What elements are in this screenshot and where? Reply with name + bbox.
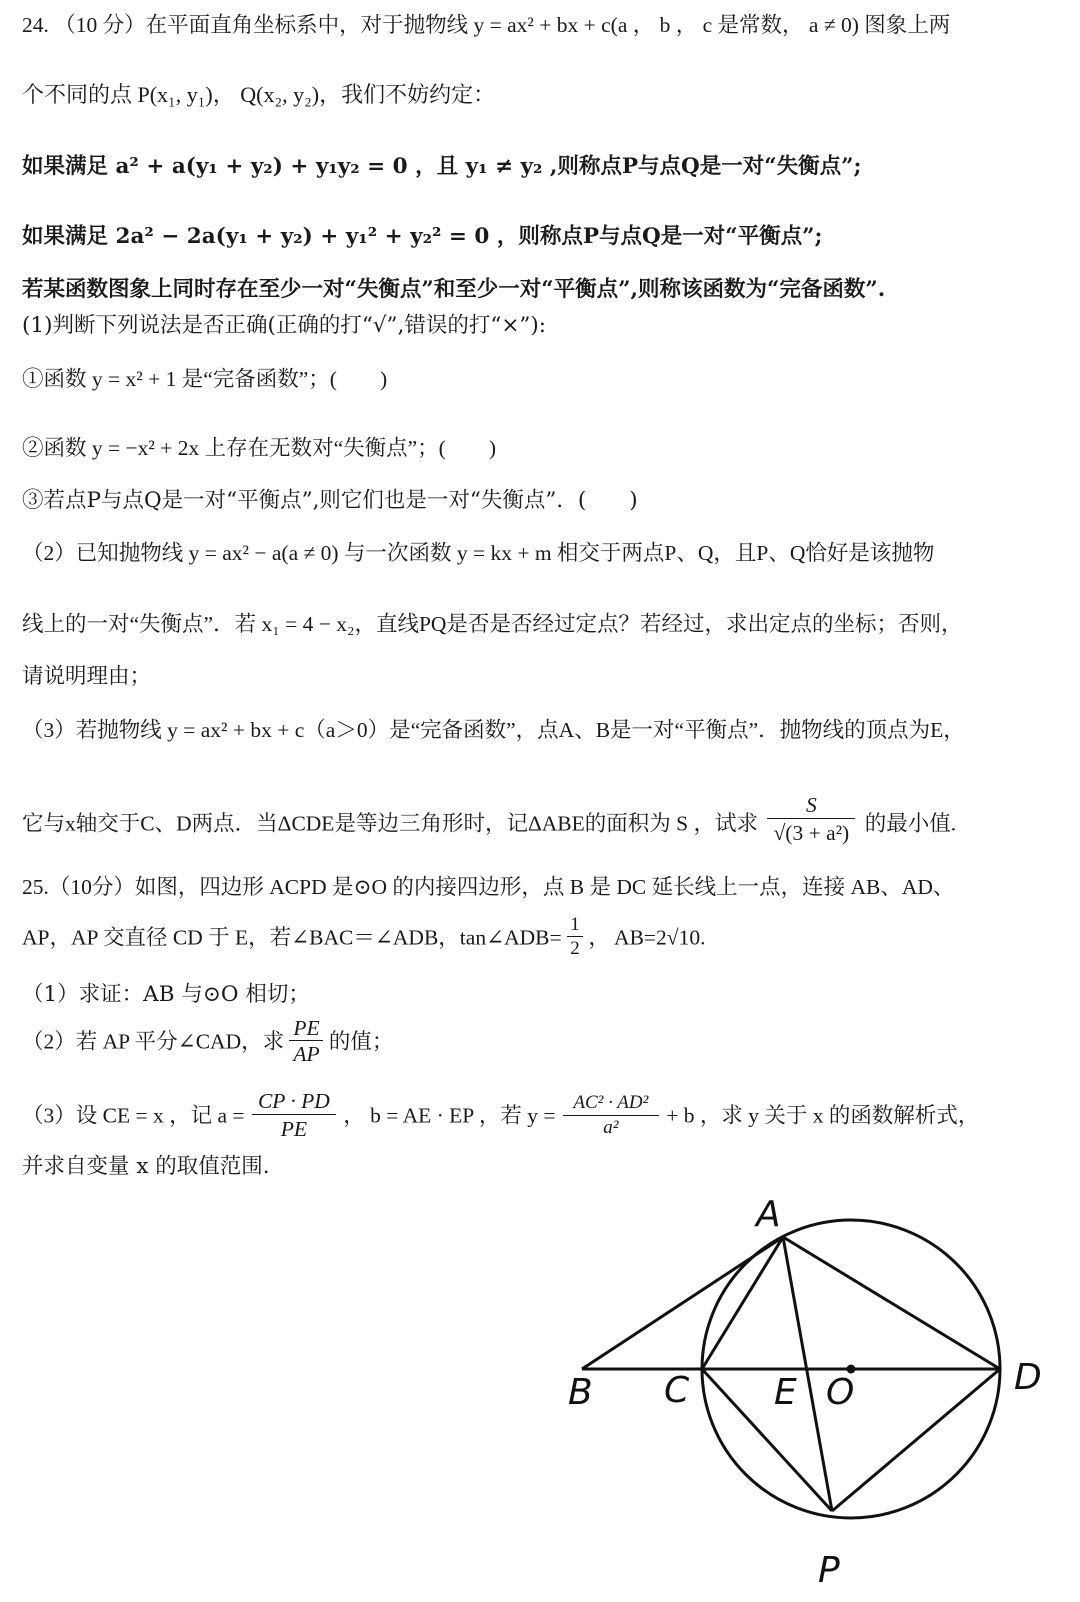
q24-part1-intro: (1)判断下列说法是否正确(正确的打“√”,错误的打“×”): [22, 313, 546, 338]
circle-diagram [560, 1190, 1060, 1598]
q25-part2-text-b: 的值； [328, 1029, 394, 1054]
q25-part2-denominator: AP [293, 1042, 320, 1066]
q24-rule-imbalance: 如果满足 a² + a(y₁ + y₂) + y₁y₂ = 0 ，且 y₁ ≠ y₂ ,则称点P与点Q是一对“失衡点”; [22, 154, 862, 179]
q25-part2-text-a: （2）若 AP 平分∠CAD，求 [22, 1029, 285, 1054]
q24-statement1: ①函数 y = x² + 1 是“完备函数”；( ) [22, 367, 388, 391]
q25-part3-fraction2 [563, 1091, 659, 1140]
q25-part2-fraction [289, 1016, 323, 1067]
q25-part3-numerator2: AC² · AD² [573, 1092, 649, 1113]
label-b: B [568, 1372, 593, 1413]
label-c: C [664, 1370, 690, 1411]
segment-ab [582, 1237, 783, 1369]
q24-part3-text-b: 的最小值. [864, 811, 957, 836]
label-p: P [818, 1550, 840, 1591]
q24-statement3: ③若点P与点Q是一对“平衡点”,则它们也是一对“失衡点”．( ) [22, 488, 638, 513]
q24-part3-line1: （3）若抛物线 y = ax² + bx + c（a＞0）是“完备函数”，点A、B是一对“平衡点”．抛物线的顶点为E， [22, 718, 965, 742]
q24-part2-line2: 线上的一对“失衡点”．若 x₁ = 4 − x₂，直线PQ是否是否经过定点？若经过，求出定点的坐标；否则， [22, 612, 963, 636]
q25-line2-text-a: AP，AP 交直径 CD 于 E，若∠BAC＝∠ADB，tan∠ADB= [22, 925, 562, 950]
q25-line2-text-b: ， AB=2√10. [588, 925, 706, 950]
label-o: O [826, 1372, 855, 1413]
q24-line2: 个不同的点 P(x₁, y₁)， Q(x₂, y₂)，我们不妨约定： [22, 82, 496, 107]
q25-line2 [22, 916, 1060, 963]
q24-fraction [767, 792, 855, 847]
q25-part2-numerator: PE [293, 1016, 320, 1040]
q25-part3-denominator1: PE [280, 1117, 308, 1141]
q25-part2 [22, 1018, 1060, 1069]
q25-part3-text-c: + b ，求 y 关于 x 的函数解析式， [666, 1103, 980, 1128]
q24-fraction-numerator: S [805, 793, 817, 817]
label-a: A [756, 1194, 781, 1235]
q24-line1: 24. （10 分）在平面直角坐标系中，对于抛物线 y = ax² + bx + c(a ， b ， c 是常数， a ≠ 0) 图象上两 [22, 13, 951, 37]
q25-part3-range: 并求自变量 x 的取值范围. [22, 1154, 270, 1179]
q24-statement2: ②函数 y = −x² + 2x 上存在无数对“失衡点”；( ) [22, 436, 496, 460]
q25-part3-fraction1 [252, 1088, 336, 1143]
q25-tan-fraction [567, 914, 583, 961]
q24-part2-line1: （2）已知抛物线 y = ax² − a(a ≠ 0) 与一次函数 y = kx + m 相交于两点P、Q，且P、Q恰好是该抛物 [22, 541, 935, 565]
label-d: D [1014, 1357, 1042, 1398]
segment-ad [783, 1237, 1000, 1369]
q25-part3-text-a: （3）设 CE = x ，记 a = [22, 1103, 245, 1128]
segment-ac [702, 1237, 783, 1369]
q25-part3-numerator1: CP · PD [257, 1089, 330, 1113]
q24-fraction-denominator: √(3 + a²) [773, 821, 850, 845]
q25-part3-denominator2: a² [603, 1117, 619, 1138]
q24-rule-complete: 若某函数图象上同时存在至少一对“失衡点”和至少一对“平衡点”,则称该函数为“完备函数”. [22, 277, 886, 302]
segment-pd [832, 1369, 1000, 1511]
q25-tan-denominator: 2 [570, 938, 580, 959]
q25-part3-text-b: ， b = AE · EP ，若 y = [343, 1103, 556, 1128]
q25-line1: 25.（10分）如图，四边形 ACPD 是⊙O 的内接四边形，点 B 是 DC 延长线上一点，连接 AB、AD、 [22, 875, 955, 899]
q24-part3-text-a: 它与x轴交于C、D两点．当ΔCDE是等边三角形时，记ΔABE的面积为 S ，试求 [22, 811, 758, 836]
q24-part3-line2 [22, 793, 1060, 853]
q25-part3 [22, 1090, 1060, 1145]
label-e: E [774, 1372, 797, 1413]
q25-part1: （1）求证：AB 与⊙O 相切； [22, 982, 310, 1007]
q25-tan-numerator: 1 [570, 914, 580, 935]
geometry-figure [560, 1190, 1060, 1598]
q24-rule-balance: 如果满足 2a² − 2a(y₁ + y₂) + y₁² + y₂² = 0 ，则称点P与点Q是一对“平衡点”; [22, 224, 823, 249]
q24-part2-line3: 请说明理由； [22, 664, 152, 689]
